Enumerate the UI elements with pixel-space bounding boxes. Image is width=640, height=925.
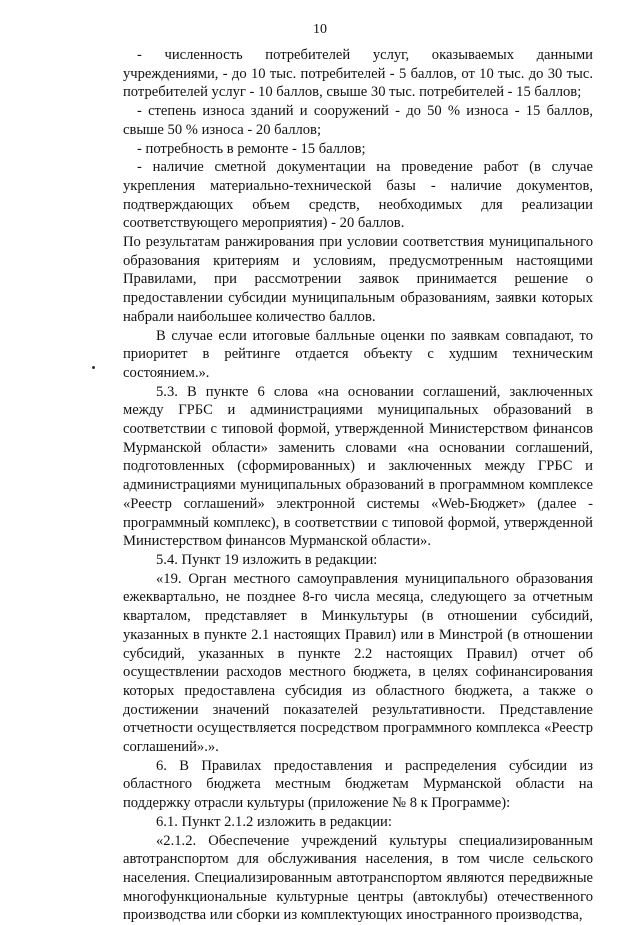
document-body [123, 46, 593, 925]
paragraph-6: 6. В Правилах предоставления и распределения субсидии из областного бюджета местным бюджетам Мурманской области на поддержку отрасли культуры (приложение № 8 к Программе): [123, 757, 593, 812]
page-number: 10 [313, 22, 327, 37]
paragraph-5-3: 5.3. В пункте 6 слова «на основании соглашений, заключенных между ГРБС и администрациями муниципальных образований в соответствии с типовой формой, утвержденной Министерством финансов Мурманской области» заменить словами «на основании соглашений, подготовленных (сформированных) и заключенных между ГРБС и администрациями муниципальных образований в программном комплексе «Реестр соглашений» электронной системы «Web-Бюджет» (далее - программный комплекс), в соответствии с типовой формой, утвержденной Министерством финансов Мурманской области». [123, 383, 593, 550]
scan-mark [92, 366, 95, 369]
paragraph-6-1: 6.1. Пункт 2.1.2 изложить в редакции: [156, 813, 392, 830]
paragraph-criterion-wear: - степень износа зданий и сооружений - до 50 % износа - 15 баллов, свыше 50 % износа - 20 баллов; [123, 103, 593, 138]
paragraph-ranking-results: По результатам ранжирования при условии соответствия муниципального образования критериям и условиям, предусмотренным настоящими Правилами, при рассмотрении заявок принимается решение о предоставлении субсидии муниципальным образованиям, заявки которых набрали наибольшее количество баллов. [123, 234, 593, 325]
paragraph-criterion-consumers: - численность потребителей услуг, оказываемых данными учреждениями, - до 10 тыс. потребителей - 5 баллов, от 10 тыс. до 30 тыс. потребителей услуг - 10 баллов, свыше 30 тыс. потребителей - 15 баллов; [123, 47, 593, 101]
paragraph-5-4: 5.4. Пункт 19 изложить в редакции: [156, 551, 378, 568]
paragraph-criterion-repair: - потребность в ремонте - 15 баллов; [137, 140, 366, 157]
paragraph-19: «19. Орган местного самоуправления муниципального образования ежеквартально, не позднее 8-го числа месяца, следующего за отчетным кварталом, представляет в Минкультуры (в отношении субсидий, указанных в пункте 2.1 настоящих Правил) или в Минстрой (в отношении субсидий, указанных в пункте 2.2 настоящих Правил) отчет об осуществлении расходов местного бюджета, в целях софинансирования которых предоставлена субсидия из областного бюджета, а также о достижении значений показателей результативности. Представление отчетности осуществляется посредством программного комплекса «Реестр соглашений».». [123, 570, 593, 756]
paragraph-2-1-2: «2.1.2. Обеспечение учреждений культуры специализированным автотранспортом для обслуживания населения, в том числе сельского населения. Специализированным автотранспортом являются передвижные многофункциональные культурные центры (автоклубы) отечественного производства или сборки из комплектующих иностранного производства, [123, 832, 593, 924]
paragraph-tie-break: В случае если итоговые балльные оценки по заявкам совпадают, то приоритет в рейтинге отдается объекту с худшим техническим состоянием.». [123, 327, 593, 381]
paragraph-criterion-estimate: - наличие сметной документации на проведение работ (в случае укрепления материально-технической базы - наличие документов, подтверждающих объем средств, необходимых для реализации соответствующего мероприятия) - 20 баллов. [123, 159, 593, 232]
